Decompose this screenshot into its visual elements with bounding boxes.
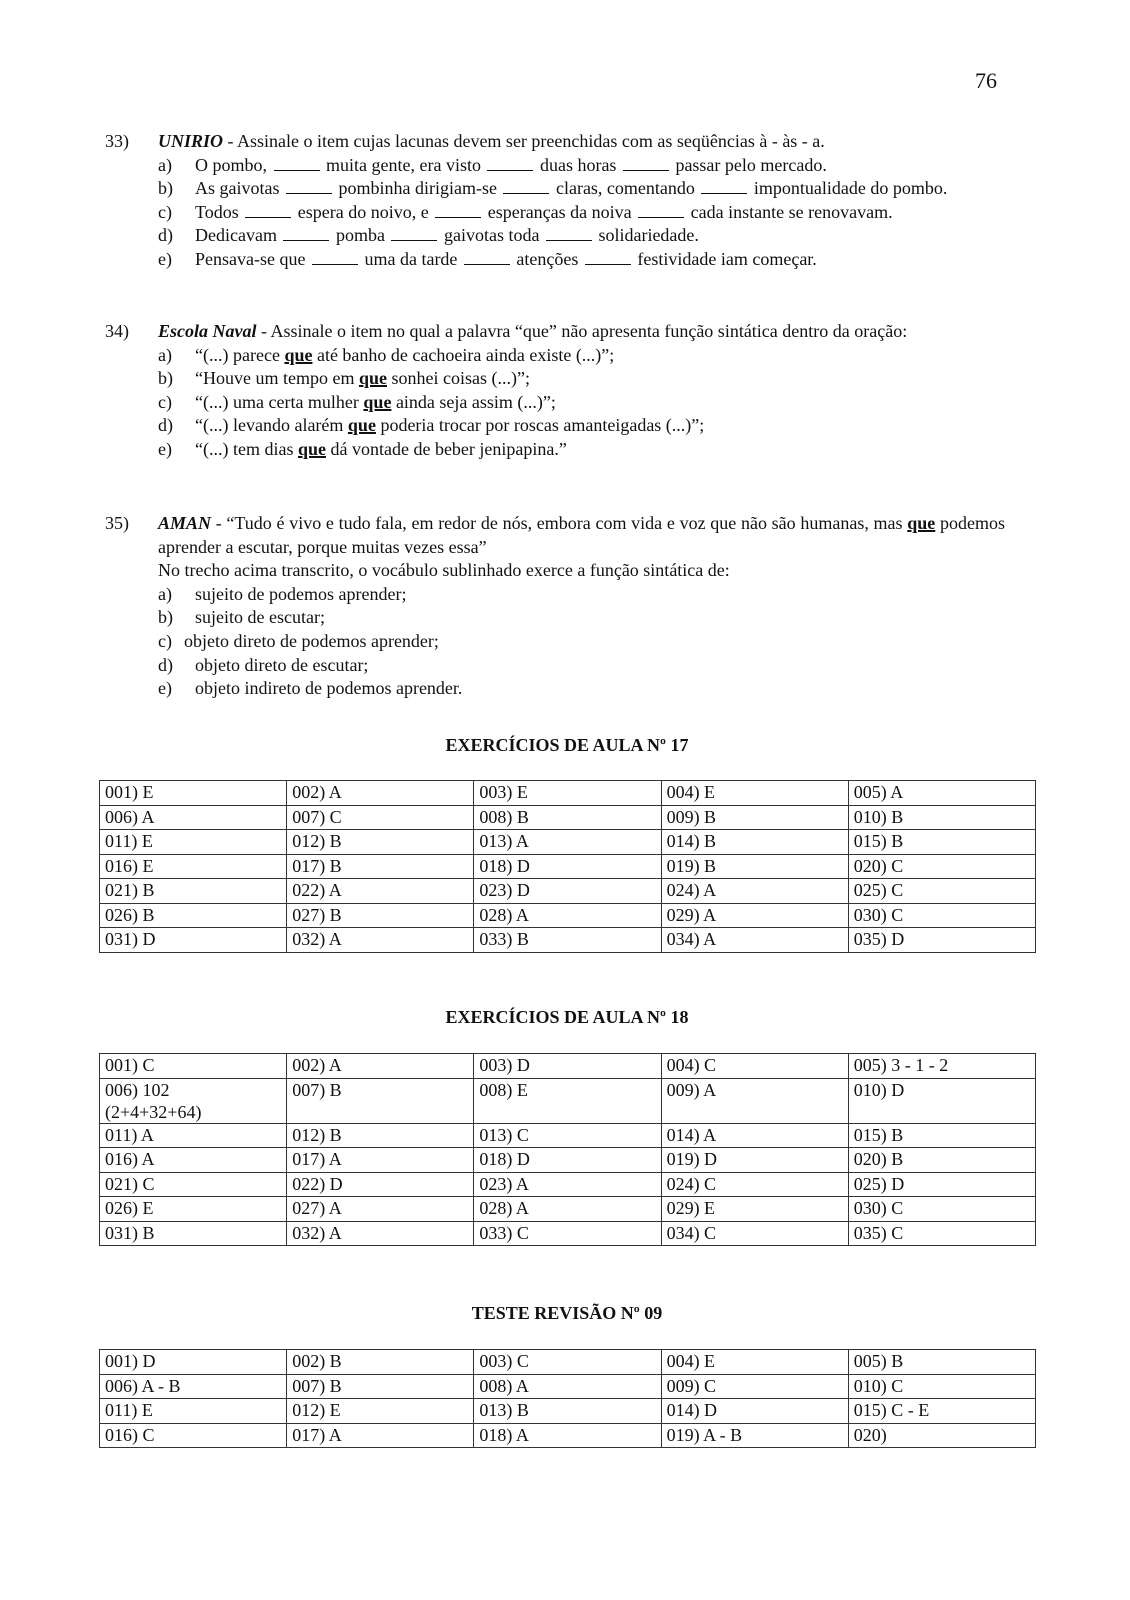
fill-blank — [638, 201, 684, 218]
option-fragment: claras, comentando — [555, 178, 695, 199]
answer-cell: 020) B — [848, 1148, 1035, 1173]
option-c — [158, 201, 1005, 225]
table-row — [100, 879, 1036, 904]
underlined-keyword: que — [358, 368, 387, 389]
answer-key-table-revisao-09 — [99, 1349, 1036, 1448]
option-fragment: atenções — [516, 248, 579, 269]
option-fragment: “(...) parece — [195, 344, 285, 365]
option-letter: c) — [158, 201, 172, 222]
answer-cell: 002) A — [287, 781, 474, 806]
answer-cell: 014) D — [661, 1399, 848, 1424]
option-text: objeto direto de podemos aprender; — [184, 630, 439, 651]
answer-cell: 019) B — [661, 854, 848, 879]
fill-blank — [464, 248, 510, 265]
option-fragment: poderia trocar por roscas amanteigadas (...)”; — [375, 415, 705, 436]
option-fragment: pombinha dirigiam-se — [338, 178, 497, 199]
answer-cell: 027) A — [287, 1197, 474, 1222]
answer-cell: 007) B — [287, 1078, 474, 1123]
fill-blank — [391, 224, 437, 241]
option-fragment: Todos — [195, 201, 239, 222]
option-letter: b) — [158, 178, 173, 199]
answer-cell: 010) B — [848, 805, 1035, 830]
option-fragment: esperanças da noiva — [487, 201, 632, 222]
table-row — [100, 1374, 1036, 1399]
underlined-keyword: que — [347, 415, 376, 436]
answer-cell: 006) A - B — [100, 1374, 287, 1399]
question-prompt-text: - “Tudo é vivo e tudo fala, em redor de nós, embora com vida e voz que não são humanas, mas — [211, 513, 903, 533]
answer-cell: 010) C — [848, 1374, 1035, 1399]
answer-cell: 023) D — [474, 879, 661, 904]
option-d — [158, 654, 1005, 678]
page-number: 76 — [975, 68, 997, 93]
underlined-keyword: que — [297, 438, 326, 459]
option-text — [195, 414, 1005, 438]
option-letter: a) — [158, 154, 172, 175]
option-letter: e) — [158, 438, 172, 459]
answer-cell: 017) A — [287, 1148, 474, 1173]
option-fragment: até banho de cachoeira ainda existe (...)”; — [312, 344, 615, 365]
option-letter: e) — [158, 248, 172, 269]
option-a — [158, 583, 1005, 607]
answer-key-title: EXERCÍCIOS DE AULA Nº 17 — [445, 735, 689, 755]
answer-cell: 008) B — [474, 805, 661, 830]
answer-cell: 018) D — [474, 1148, 661, 1173]
answer-cell: 004) C — [661, 1054, 848, 1079]
option-letter: c) — [158, 391, 172, 412]
option-e — [158, 438, 1005, 462]
option-fragment: “(...) tem dias — [195, 438, 298, 459]
option-letter: d) — [158, 415, 173, 436]
table-row — [100, 1399, 1036, 1424]
answer-cell: 028) A — [474, 1197, 661, 1222]
option-fragment: duas horas — [539, 154, 617, 175]
underlined-keyword: que — [363, 391, 392, 412]
question-prompt-text: podemos aprender a escutar, porque muitas vezes essa” — [158, 513, 1006, 557]
answer-cell: 009) C — [661, 1374, 848, 1399]
answer-cell: 023) A — [474, 1172, 661, 1197]
answer-key-title: TESTE REVISÃO Nº 09 — [471, 1303, 663, 1323]
fill-blank — [245, 201, 291, 218]
table-row — [100, 830, 1036, 855]
fill-blank — [487, 154, 533, 171]
option-fragment: uma da tarde — [364, 248, 458, 269]
option-letter: d) — [158, 225, 173, 246]
option-fragment: As gaivotas — [195, 178, 280, 199]
option-d — [158, 224, 1005, 248]
option-fragment: ainda seja assim (...)”; — [391, 391, 556, 412]
answer-cell: 012) B — [287, 830, 474, 855]
answer-key-body — [100, 1350, 1036, 1448]
answer-cell: 024) A — [661, 879, 848, 904]
option-fragment: “Houve um tempo em — [195, 368, 359, 389]
answer-cell: 031) B — [100, 1221, 287, 1246]
answer-cell: 016) A — [100, 1148, 287, 1173]
answer-cell: 001) D — [100, 1350, 287, 1375]
answer-cell: 026) B — [100, 903, 287, 928]
answer-cell: 029) A — [661, 903, 848, 928]
answer-cell: 007) B — [287, 1374, 474, 1399]
option-c — [158, 391, 1005, 415]
question-33 — [105, 130, 1005, 272]
answer-cell: 026) E — [100, 1197, 287, 1222]
fill-blank — [286, 177, 332, 194]
answer-cell: 002) B — [287, 1350, 474, 1375]
answer-cell: 003) C — [474, 1350, 661, 1375]
answer-cell: 004) E — [661, 781, 848, 806]
option-a — [158, 154, 1005, 178]
answer-cell: 029) E — [661, 1197, 848, 1222]
table-row — [100, 1054, 1036, 1079]
answer-cell: 035) D — [848, 928, 1035, 953]
table-row — [100, 1123, 1036, 1148]
answer-cell: 025) C — [848, 879, 1035, 904]
option-e — [158, 677, 1005, 701]
table-row — [100, 1350, 1036, 1375]
answer-cell: 011) A — [100, 1123, 287, 1148]
question-number: 34) — [105, 321, 129, 341]
table-row — [100, 781, 1036, 806]
fill-blank — [623, 154, 669, 171]
answer-cell: 021) C — [100, 1172, 287, 1197]
answer-cell: 015) B — [848, 1123, 1035, 1148]
fill-blank — [503, 177, 549, 194]
option-c — [158, 630, 1005, 654]
answer-cell: 005) 3 - 1 - 2 — [848, 1054, 1035, 1079]
option-e — [158, 248, 1005, 272]
answer-cell: 009) B — [661, 805, 848, 830]
answer-cell: 021) B — [100, 879, 287, 904]
fill-blank — [274, 154, 320, 171]
answer-cell: 025) D — [848, 1172, 1035, 1197]
option-fragment: festividade iam começar. — [637, 248, 817, 269]
answer-cell: 014) A — [661, 1123, 848, 1148]
option-text — [195, 177, 1005, 201]
answer-cell: 031) D — [100, 928, 287, 953]
answer-cell: 024) C — [661, 1172, 848, 1197]
underlined-keyword: que — [284, 344, 313, 365]
option-letter: c) — [158, 630, 172, 651]
option-fragment: gaivotas toda — [443, 225, 540, 246]
answer-cell: 018) A — [474, 1423, 661, 1448]
question-prompt-text: - Assinale o item cujas lacunas devem ser preenchidas com as seqüências à - às - a. — [223, 131, 825, 151]
answer-cell: 034) A — [661, 928, 848, 953]
option-fragment: dá vontade de beber jenipapina.” — [325, 438, 567, 459]
fill-blank — [546, 224, 592, 241]
option-fragment: impontualidade do pombo. — [753, 178, 948, 199]
question-35 — [105, 512, 1005, 701]
table-row — [100, 1221, 1036, 1246]
option-text — [195, 154, 1005, 178]
answer-cell: 010) D — [848, 1078, 1035, 1123]
answer-cell: 022) A — [287, 879, 474, 904]
option-fragment: “(...) levando alarém — [195, 415, 348, 436]
option-fragment: passar pelo mercado. — [675, 154, 827, 175]
answer-key-table-18 — [99, 1053, 1036, 1246]
answer-cell: 016) C — [100, 1423, 287, 1448]
answer-cell: 020) — [848, 1423, 1035, 1448]
table-row — [100, 1197, 1036, 1222]
fill-blank — [435, 201, 481, 218]
question-source: Escola Naval — [158, 321, 257, 341]
answer-cell: 007) C — [287, 805, 474, 830]
answer-cell: 006) A — [100, 805, 287, 830]
answer-cell: 028) A — [474, 903, 661, 928]
answer-cell: 001) C — [100, 1054, 287, 1079]
answer-cell: 016) E — [100, 854, 287, 879]
answer-cell: 008) A — [474, 1374, 661, 1399]
question-source: UNIRIO — [158, 131, 224, 151]
table-row — [100, 805, 1036, 830]
option-text: objeto indireto de podemos aprender. — [195, 678, 463, 699]
option-d — [158, 414, 1005, 438]
answer-cell: 003) E — [474, 781, 661, 806]
table-row — [100, 1423, 1036, 1448]
option-letter: b) — [158, 368, 173, 389]
answer-cell: 032) A — [287, 928, 474, 953]
answer-cell: 022) D — [287, 1172, 474, 1197]
answer-cell: 002) A — [287, 1054, 474, 1079]
answer-key-table-17 — [99, 780, 1036, 953]
question-prompt-text: - Assinale o item no qual a palavra “que” não apresenta função sintática dentro da oração: — [256, 321, 908, 341]
answer-cell: 009) A — [661, 1078, 848, 1123]
option-text — [195, 201, 1005, 225]
option-fragment: espera do noivo, e — [297, 201, 429, 222]
question-source: AMAN — [158, 513, 212, 533]
answer-cell: 030) C — [848, 903, 1035, 928]
option-fragment: pomba — [335, 225, 385, 246]
answer-cell: 019) A - B — [661, 1423, 848, 1448]
question-instruction: No trecho acima transcrito, o vocábulo sublinhado exerce a função sintática de: — [158, 560, 730, 581]
answer-cell: 005) B — [848, 1350, 1035, 1375]
question-number: 35) — [105, 513, 129, 533]
answer-key-body — [100, 781, 1036, 953]
answer-cell: 005) A — [848, 781, 1035, 806]
answer-cell: 013) B — [474, 1399, 661, 1424]
option-letter: a) — [158, 344, 172, 365]
option-fragment: sonhei coisas (...)”; — [386, 368, 530, 389]
option-a — [158, 344, 1005, 368]
answer-cell: 014) B — [661, 830, 848, 855]
answer-cell: 001) E — [100, 781, 287, 806]
question-prompt — [158, 512, 1005, 559]
answer-cell: 035) C — [848, 1221, 1035, 1246]
fill-blank — [312, 248, 358, 265]
answer-cell: 017) B — [287, 854, 474, 879]
option-letter: a) — [158, 583, 172, 604]
answer-cell: 003) D — [474, 1054, 661, 1079]
table-row — [100, 854, 1036, 879]
option-fragment: Dedicavam — [195, 225, 277, 246]
table-row — [100, 1172, 1036, 1197]
table-row — [100, 1078, 1036, 1123]
question-number: 33) — [105, 131, 129, 151]
option-text: objeto direto de escutar; — [195, 654, 369, 675]
answer-cell: 018) D — [474, 854, 661, 879]
answer-cell: 019) D — [661, 1148, 848, 1173]
option-text — [195, 367, 1005, 391]
answer-cell: 011) E — [100, 830, 287, 855]
option-fragment: cada instante se renovavam. — [690, 201, 893, 222]
option-fragment: muita gente, era visto — [326, 154, 481, 175]
answer-cell: 011) E — [100, 1399, 287, 1424]
option-b — [158, 367, 1005, 391]
answer-cell: 033) B — [474, 928, 661, 953]
answer-key-body — [100, 1054, 1036, 1246]
question-34 — [105, 320, 1005, 462]
answer-key-title: EXERCÍCIOS DE AULA Nº 18 — [445, 1007, 689, 1027]
answer-cell: 012) E — [287, 1399, 474, 1424]
answer-cell: 017) A — [287, 1423, 474, 1448]
option-text — [195, 438, 1005, 462]
answer-cell: 013) C — [474, 1123, 661, 1148]
fill-blank — [283, 224, 329, 241]
option-text — [195, 344, 1005, 368]
option-text — [195, 224, 1005, 248]
table-row — [100, 903, 1036, 928]
answer-cell: 008) E — [474, 1078, 661, 1123]
answer-cell: 012) B — [287, 1123, 474, 1148]
option-fragment: “(...) uma certa mulher — [195, 391, 364, 412]
table-row — [100, 1148, 1036, 1173]
option-b — [158, 606, 1005, 630]
fill-blank — [585, 248, 631, 265]
option-fragment: O pombo, — [195, 154, 267, 175]
question-prompt — [158, 130, 1005, 154]
underlined-keyword: que — [907, 513, 936, 533]
option-fragment: solidariedade. — [598, 225, 699, 246]
option-text — [195, 248, 1005, 272]
answer-cell: 027) B — [287, 903, 474, 928]
table-row — [100, 928, 1036, 953]
option-text — [195, 391, 1005, 415]
option-letter: b) — [158, 607, 173, 628]
option-text: sujeito de escutar; — [195, 607, 325, 628]
answer-cell: 006) 102 (2+4+32+64) — [100, 1078, 287, 1123]
option-letter: d) — [158, 654, 173, 675]
answer-cell: 013) A — [474, 830, 661, 855]
answer-cell: 030) C — [848, 1197, 1035, 1222]
option-b — [158, 177, 1005, 201]
option-text: sujeito de podemos aprender; — [195, 583, 407, 604]
answer-cell: 015) B — [848, 830, 1035, 855]
answer-cell: 032) A — [287, 1221, 474, 1246]
answer-cell: 034) C — [661, 1221, 848, 1246]
option-letter: e) — [158, 678, 172, 699]
answer-cell: 015) C - E — [848, 1399, 1035, 1424]
answer-cell: 004) E — [661, 1350, 848, 1375]
fill-blank — [701, 177, 747, 194]
option-fragment: Pensava-se que — [195, 248, 306, 269]
answer-cell: 020) C — [848, 854, 1035, 879]
question-prompt — [158, 320, 1005, 344]
answer-cell: 033) C — [474, 1221, 661, 1246]
